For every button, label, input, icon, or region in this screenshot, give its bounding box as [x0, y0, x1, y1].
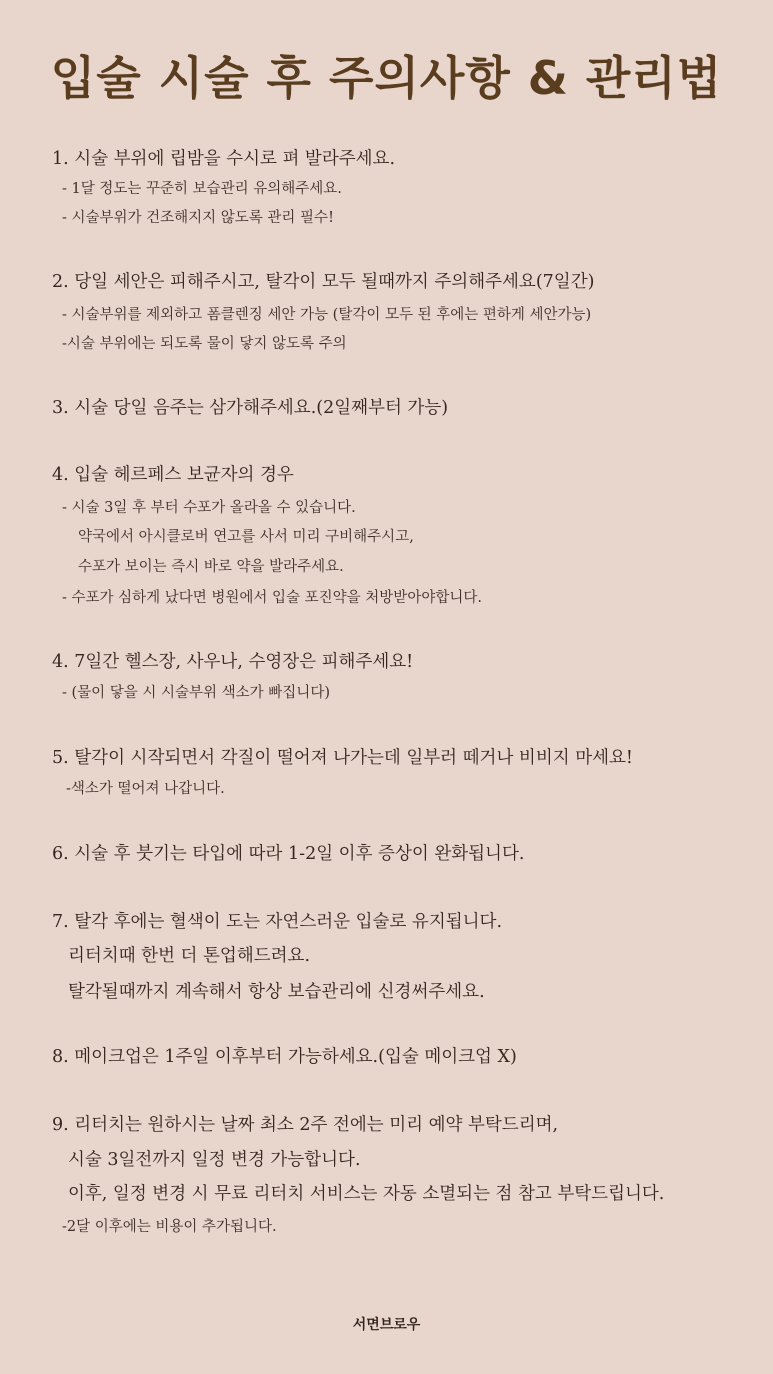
section-2-note-2: -시술 부위에는 되도록 물이 닿지 않도록 주의 — [62, 336, 347, 352]
section-10-heading: 9. 리터치는 원하시는 날짜 최소 2주 전에는 미리 예약 부탁드리며, — [52, 1115, 559, 1135]
section-6-heading: 5. 탈각이 시작되면서 각질이 떨어져 나가는데 일부러 떼거나 비비지 마세요! — [52, 748, 633, 768]
section-1-note-2: - 시술부위가 건조해지지 않도록 관리 필수! — [62, 210, 334, 226]
section-7-heading: 6. 시술 후 붓기는 타입에 따라 1-2일 이후 증상이 완화됩니다. — [52, 844, 525, 864]
section-10-note-2: 이후, 일정 변경 시 무료 리터치 서비스는 자동 소멸되는 점 참고 부탁드립니다. — [68, 1184, 665, 1204]
brand-name: 서면브로우 — [352, 1317, 421, 1333]
section-4-note-1: - 시술 3일 후 부터 수포가 올라올 수 있습니다. — [62, 500, 356, 516]
section-8-note-2: 탈각될때까지 계속해서 항상 보습관리에 신경써주세요. — [68, 982, 485, 1002]
section-4-note-4: - 수포가 심하게 났다면 병원에서 입술 포진약을 처방받아야합니다. — [62, 590, 482, 606]
section-9-heading: 8. 메이크업은 1주일 이후부터 가능하세요.(입술 메이크업 X) — [52, 1047, 517, 1067]
section-10-note-3: -2달 이후에는 비용이 추가됩니다. — [62, 1219, 277, 1235]
section-2-note-1: - 시술부위를 제외하고 폼클렌징 세안 가능 (탈각이 모두 된 후에는 편하게 세안가능) — [62, 307, 592, 323]
page-title: 입술 시술 후 주의사항 & 관리법 — [50, 51, 723, 105]
section-1-note-1: - 1달 정도는 꾸준히 보습관리 유의해주세요. — [62, 181, 342, 197]
section-4-heading: 4. 입술 헤르페스 보균자의 경우 — [52, 465, 294, 485]
section-8-note-1: 리터치때 한번 더 톤업해드려요. — [68, 946, 311, 966]
section-8-heading: 7. 탈각 후에는 혈색이 도는 자연스러운 입술로 유지됩니다. — [52, 912, 503, 932]
section-2-heading: 2. 당일 세안은 피해주시고, 탈각이 모두 될때까지 주의해주세요(7일간) — [52, 272, 595, 292]
section-1-heading: 1. 시술 부위에 립밤을 수시로 펴 발라주세요. — [52, 149, 396, 169]
section-5-heading: 4. 7일간 헬스장, 사우나, 수영장은 피해주세요! — [52, 652, 414, 672]
section-6-note-1: -색소가 떨어져 나갑니다. — [66, 781, 225, 797]
section-10-note-1: 시술 3일전까지 일정 변경 가능합니다. — [68, 1150, 361, 1170]
section-3-heading: 3. 시술 당일 음주는 삼가해주세요.(2일째부터 가능) — [52, 398, 449, 418]
section-5-note-1: - (물이 닿을 시 시술부위 색소가 빠집니다) — [62, 685, 330, 701]
section-4-note-3: 수포가 보이는 즉시 바로 약을 발라주세요. — [78, 559, 344, 575]
section-4-note-2: 약국에서 아시클로버 연고를 사서 미리 구비해주시고, — [78, 529, 414, 545]
